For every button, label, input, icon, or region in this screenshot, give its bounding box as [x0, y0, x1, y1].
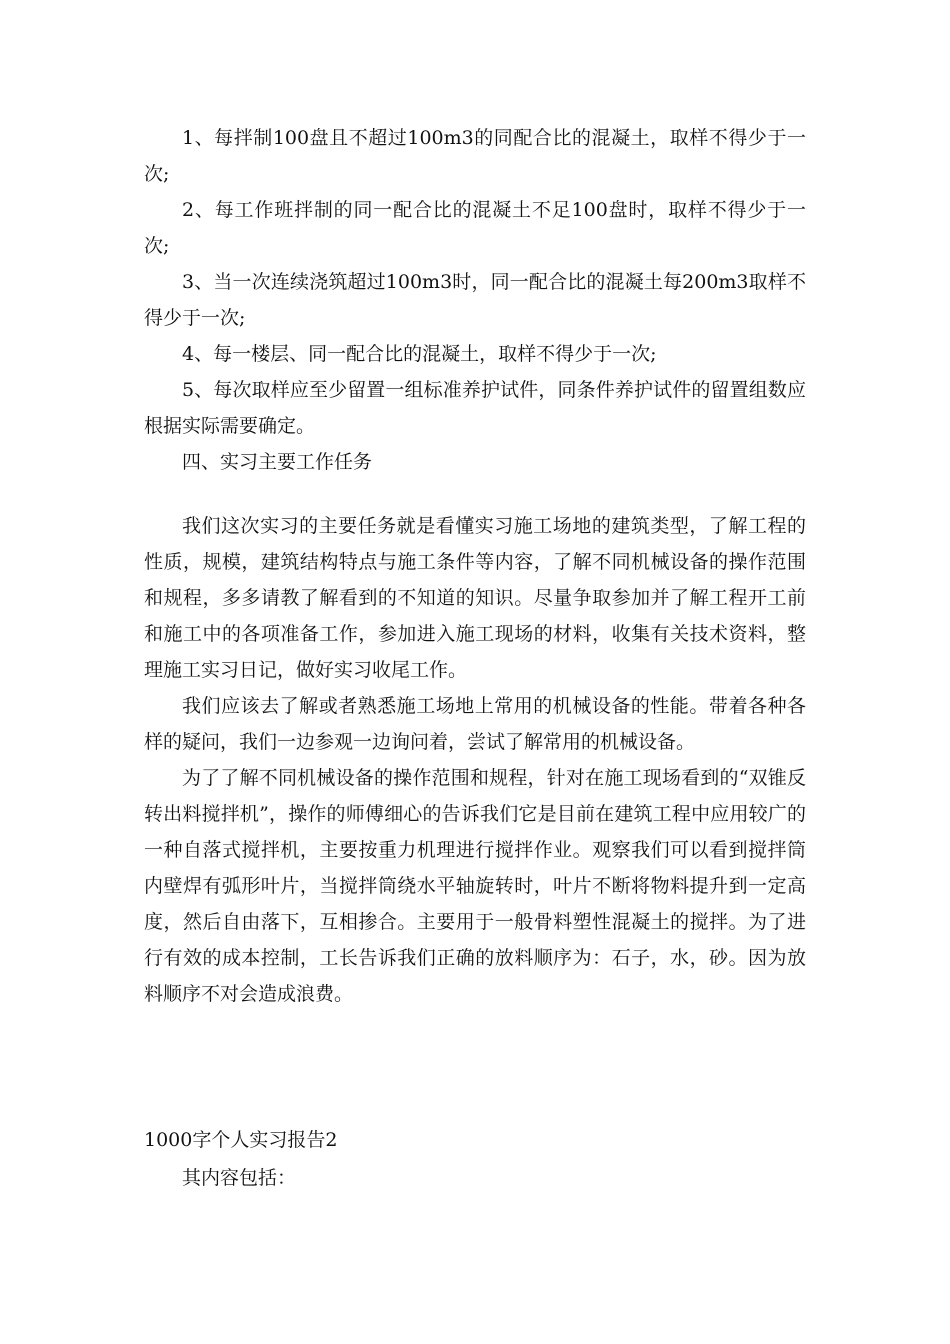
list-item-3: 3、当一次连续浇筑超过100m3时，同一配合比的混凝土每200m3取样不得少于一次;: [144, 271, 806, 329]
list-item-4: 4、每一楼层、同一配合比的混凝土，取样不得少于一次;: [182, 343, 657, 365]
section-heading: 四、实习主要工作任务: [182, 451, 373, 473]
body-paragraphs: [144, 508, 806, 1012]
list-item-1: 1、每拌制100盘且不超过100m3的同配合比的混凝土，取样不得少于一次;: [144, 127, 806, 185]
sampling-rules-list: [144, 120, 806, 480]
list-item-2: 2、每工作班拌制的同一配合比的混凝土不足100盘时，取样不得少于一次;: [144, 199, 806, 257]
report-title: 1000字个人实习报告2: [144, 1129, 338, 1151]
list-item-5: 5、每次取样应至少留置一组标准养护试件，同条件养护试件的留置组数应根据实际需要确定。: [144, 379, 806, 437]
paragraph-2: 我们应该去了解或者熟悉施工场地上常用的机械设备的性能。带着各种各样的疑问，我们一边参观一边询问着，尝试了解常用的机械设备。: [144, 695, 806, 753]
paragraph-3: 为了了解不同机械设备的操作范围和规程，针对在施工现场看到的“双锥反转出料搅拌机”，操作的师傅细心的告诉我们它是目前在建筑工程中应用较广的一种自落式搅拌机，主要按重力机理进行搅拌作业。观察我们可以看到搅拌筒内壁焊有弧形叶片，当搅拌筒绕水平轴旋转时，叶片不断将物料提升到一定高度，然后自由落下，互相掺合。主要用于一般骨料塑性混凝土的搅拌。为了进行有效的成本控制，工长告诉我们正确的放料顺序为：石子，水，砂。因为放料顺序不对会造成浪费。: [144, 767, 806, 1005]
contents-label: 其内容包括：: [182, 1167, 297, 1189]
paragraph-1: 我们这次实习的主要任务就是看懂实习施工场地的建筑类型，了解工程的性质，规模，建筑结构特点与施工条件等内容，了解不同机械设备的操作范围和规程，多多请教了解看到的不知道的知识。尽量争取参加并了解工程开工前和施工中的各项准备工作，参加进入施工现场的材料，收集有关技术资料，整理施工实习日记，做好实习收尾工作。: [144, 515, 806, 681]
